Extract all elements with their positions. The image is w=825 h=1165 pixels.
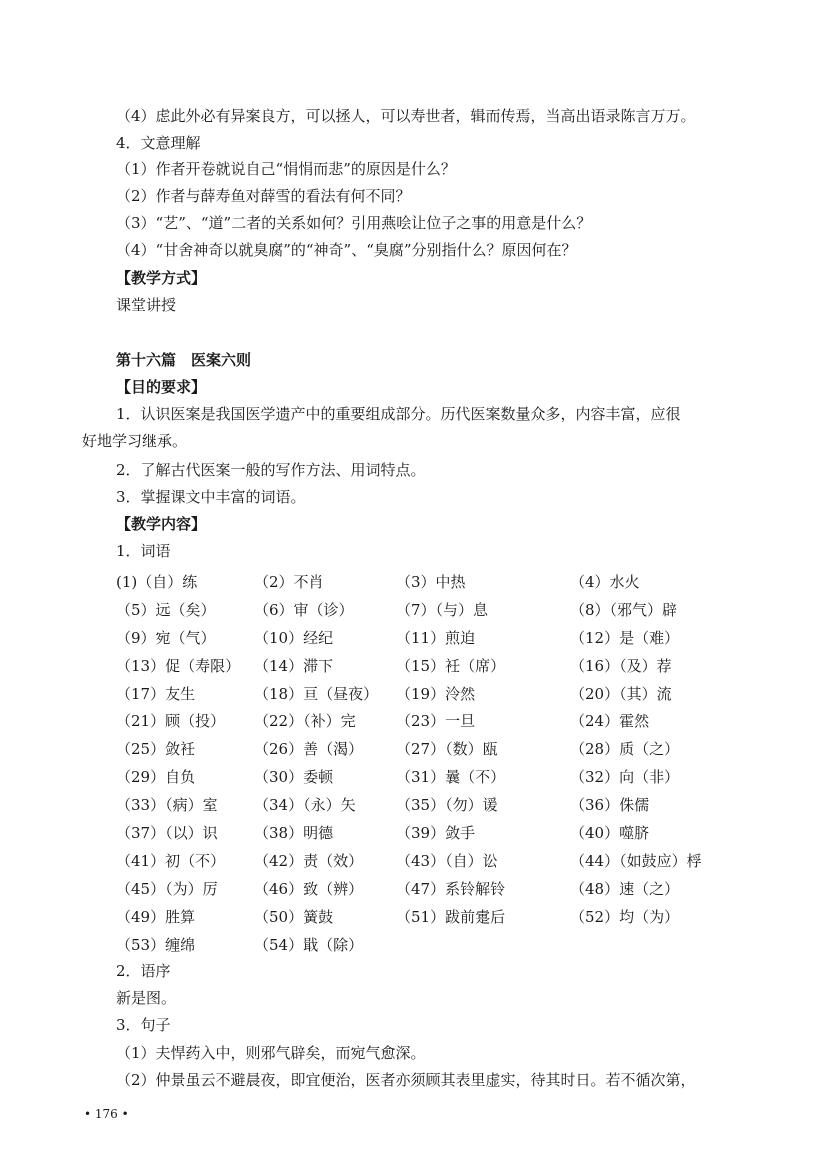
- vocab-item: （26）善（渴）: [254, 740, 364, 759]
- vocab-item: （19）泠然: [396, 684, 476, 703]
- vocab-item: （38）明德: [254, 824, 334, 843]
- text-line: （1）作者开卷就说自己“悁悁而悲”的原因是什么？: [116, 160, 456, 178]
- vocab-item: (1)（自）练: [116, 573, 198, 591]
- vocab-item: （5）远（矣）: [116, 600, 216, 619]
- text-line: （2）仲景虽云不避晨夜，即宜便治，医者亦须顾其表里虚实，待其时日。若不循次第，: [116, 1071, 696, 1089]
- vocab-item: （54）戢（除）: [254, 935, 364, 954]
- vocab-item: （10）经纪: [254, 628, 334, 647]
- vocab-item: （37）（以）识: [116, 824, 218, 843]
- vocab-item: （15）衽（席）: [396, 656, 506, 675]
- text-line: 新是图。: [116, 989, 177, 1007]
- vocab-item: （52）均（为）: [570, 907, 680, 926]
- vocab-item: （51）跋前疐后: [396, 907, 506, 926]
- vocab-item: （48）速（之）: [570, 879, 680, 898]
- vocab-item: （34）（永）矢: [254, 796, 356, 815]
- section-heading: 【教学内容】: [116, 515, 207, 533]
- vocab-item: （53）缠绵: [116, 935, 196, 954]
- vocab-item: （21）顾（投）: [116, 712, 226, 731]
- text-line: 2．了解古代医案一般的写作方法、用词特点。: [116, 461, 426, 479]
- text-line: 2．语序: [116, 962, 171, 980]
- vocab-item: （31）曩（不）: [396, 768, 506, 787]
- vocab-row: [116, 879, 756, 907]
- vocab-item: （27）（数）瓯: [396, 740, 498, 759]
- vocab-item: （11）煎迫: [396, 628, 476, 647]
- vocabulary-table: [116, 572, 756, 962]
- vocab-item: （7）（与）息: [396, 600, 489, 619]
- vocab-item: （18）亘（昼夜）: [254, 684, 379, 703]
- vocab-item: （45）（为）厉: [116, 879, 218, 898]
- vocab-item: （6）审（诊）: [254, 600, 354, 619]
- text-line: 1．认识医案是我国医学遗产中的重要组成部分。历代医案数量众多，内容丰富，应很: [116, 405, 681, 423]
- vocab-item: （33）（病）室: [116, 796, 218, 815]
- vocab-item: （39）敛手: [396, 824, 476, 843]
- vocab-item: （17）友生: [116, 684, 196, 703]
- vocab-item: （46）致（辨）: [254, 879, 364, 898]
- vocab-item: （4）水火: [570, 573, 640, 591]
- text-line: 4．文意理解: [116, 134, 201, 152]
- vocab-item: （16）（及）荐: [570, 656, 672, 675]
- vocab-item: （50）簧鼓: [254, 907, 334, 926]
- text-line: 1．词语: [116, 542, 171, 560]
- vocab-row: [116, 795, 756, 823]
- page-number: • 176 •: [84, 1107, 129, 1121]
- vocab-row: [116, 823, 756, 851]
- vocab-row: [116, 684, 756, 712]
- vocab-item: （49）胜算: [116, 907, 196, 926]
- vocab-item: （24）霍然: [570, 712, 650, 731]
- vocab-row: [116, 935, 756, 963]
- vocab-row: [116, 600, 756, 628]
- vocab-row: [116, 767, 756, 795]
- text-line: （2）作者与薛寿鱼对薛雪的看法有何不同？: [116, 187, 411, 205]
- text-line: 3．句子: [116, 1016, 171, 1034]
- text-line: 好地学习继承。: [82, 432, 188, 450]
- section-heading: 【教学方式】: [116, 269, 207, 287]
- vocab-item: （35）（勿）谖: [396, 796, 498, 815]
- text-line: （4）“甘舍神奇以就臭腐”的“神奇”、“臭腐”分别指什么？原因何在？: [116, 241, 577, 259]
- text-line: （3）“艺”、“道”二者的关系如何？引用燕哙让位子之事的用意是什么？: [116, 214, 592, 232]
- vocab-item: （14）滞下: [254, 656, 334, 675]
- vocab-item: （25）敛衽: [116, 740, 196, 759]
- vocab-item: （32）向（非）: [570, 768, 680, 787]
- vocab-item: （42）责（效）: [254, 851, 364, 870]
- vocab-item: （3）中热: [396, 573, 466, 591]
- vocab-item: （12）是（难）: [570, 628, 680, 647]
- vocab-item: （30）委顿: [254, 768, 334, 787]
- text-line: 3．掌握课文中丰富的词语。: [116, 488, 306, 506]
- vocab-item: （8）（邪气）辟: [570, 600, 678, 619]
- vocab-item: （29）自负: [116, 768, 196, 787]
- vocab-row: [116, 851, 756, 879]
- vocab-item: （2）不肖: [254, 573, 324, 591]
- text-line: 课堂讲授: [116, 296, 177, 314]
- vocab-row: [116, 572, 756, 600]
- vocab-item: （13）促（寿限）: [116, 656, 241, 675]
- vocab-item: （22）（补）完: [254, 712, 356, 731]
- section-heading: 【目的要求】: [116, 378, 207, 396]
- chapter-title: 第十六篇 医案六则: [116, 351, 252, 369]
- text-line: （4）虑此外必有异案良方，可以拯人，可以寿世者，辑而传焉，当高出语录陈言万万。: [116, 107, 696, 125]
- vocab-row: [116, 739, 756, 767]
- vocab-item: （47）系铃解铃: [396, 879, 506, 898]
- vocab-item: （41）初（不）: [116, 851, 226, 870]
- vocab-row: [116, 628, 756, 656]
- vocab-item: （20）（其）流: [570, 684, 672, 703]
- vocab-item: （23）一旦: [396, 712, 476, 731]
- text-line: （1）夫悍药入中，则邪气辟矣，而宛气愈深。: [116, 1044, 426, 1062]
- vocab-item: （36）侏儒: [570, 796, 650, 815]
- vocab-item: （40）噬脐: [570, 824, 650, 843]
- vocab-row: [116, 711, 756, 739]
- vocab-row: [116, 907, 756, 935]
- vocab-row: [116, 656, 756, 684]
- vocab-item: （43）（自）讼: [396, 851, 498, 870]
- vocab-item: （9）宛（气）: [116, 628, 216, 647]
- vocab-item: （28）质（之）: [570, 740, 680, 759]
- vocab-item: （44）（如鼓应）桴: [570, 851, 702, 870]
